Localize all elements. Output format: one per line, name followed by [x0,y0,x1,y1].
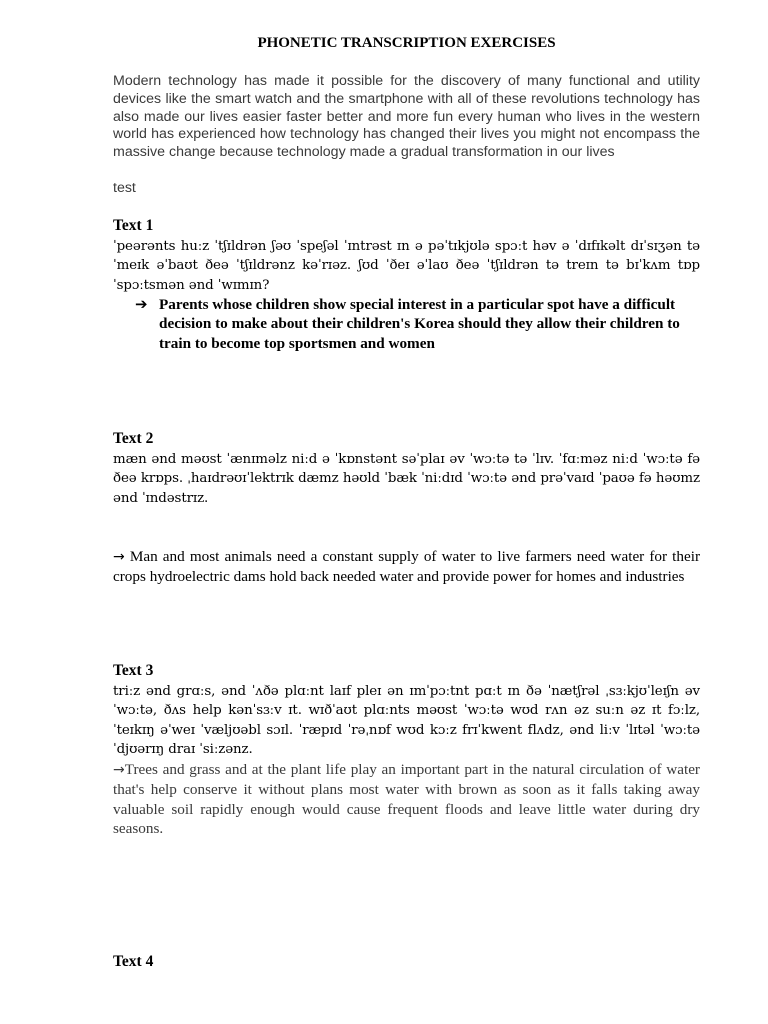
text-1-ipa: ˈpeərənts huːz ˈtʃɪldrən ʃəʊ ˈspeʃəl ˈɪntrəst ɪn ə pəˈtɪkjʊlə spɔːt həv ə ˈdɪfɪkəlt dɪˈsɪʒən tə ˈmeɪk əˈbaʊt ðeə ˈtʃɪldrənz kəˈrɪəz. ʃʊd ˈðeɪ əˈlaʊ ðeə ˈtʃɪldrən tə treɪn tə bɪˈkʌm tɒp ˈspɔːtsmən ənd ˈwɪmɪn? [113,239,700,293]
arrow-right-icon: → [113,549,125,565]
text-1-translation: Parents whose children show special interest in a particular spot have a difficult decision to make about their children's Korea should they allow their children to train to become top sportsmen and women [159,296,680,352]
text-3-heading: Text 3 [113,662,154,679]
text-4-heading: Text 4 [113,953,154,970]
text-2-translation-line [113,547,700,587]
arrow-right-icon: → [113,762,125,778]
text-2-heading: Text 2 [113,430,154,447]
text-2-translation: Man and most animals need a constant supply of water to live farmers need water for their crops hydroelectric dams hold back needed water and provide power for homes and industries [113,548,701,586]
text-3-translation: Trees and grass and at the plant life play an important part in the natural circulation of water that's help conserve it without plans most water with brown as soon as it falls taking away valuable soil rapidly enough would cause frequent floods and leave little water during dry seasons. [113,761,700,838]
text-1-heading: Text 1 [113,217,154,234]
text-1-translation-bullet [135,295,700,353]
intro-paragraph: Modern technology has made it possible for the discovery of many functional and utility devices like the smart watch and the smartphone with all of these revolutions technology has also made our lives easier faster better and more fun every human who lives in the western world has experienced how technology has changed their lives you might not encompass the massive change because technology made a gradual transformation in our lives [113,73,700,161]
text-3-translation-line [113,760,700,839]
intro-test-line: test [113,180,136,196]
arrow-right-icon: ➔ [135,295,148,313]
text-3-ipa: triːz ənd grɑːs, ənd ˈʌðə plɑːnt laɪf pleɪ ən ɪmˈpɔːtnt pɑːt ɪn ðə ˈnætʃrəl ˌsɜːkjʊˈleɪʃn əv ˈwɔːtə, ðʌs help kənˈsɜːv ɪt. wɪðˈaʊt plɑːnts məʊst ˈwɔːtə wʊd rʌn əz suːn əz ɪt fɔːlz, ˈteɪkɪŋ əˈweɪ ˈvæljʊəbl sɔɪl. ˈræpɪd ˈrəˌnɒf wʊd kɔːz frɪˈkwent flʌdz, ənd liːv ˈlɪtəl ˈwɔːtə ˈdjʊərɪŋ draɪ ˈsiːzənz. [113,684,700,758]
page-title: PHONETIC TRANSCRIPTION EXERCISES [257,35,556,51]
text-2-ipa: mæn ənd məʊst ˈænɪməlz niːd ə ˈkɒnstənt səˈplaɪ əv ˈwɔːtə tə ˈlɪv. ˈfɑːməz niːd ˈwɔːtə fə ðeə krɒps. ˌhaɪdrəʊɪˈlektrɪk dæmz həʊld ˈbæk ˈniːdɪd ˈwɔːtə ənd prəˈvaɪd ˈpaʊə fə həʊmz ənd ˈɪndəstrɪz. [113,452,700,506]
